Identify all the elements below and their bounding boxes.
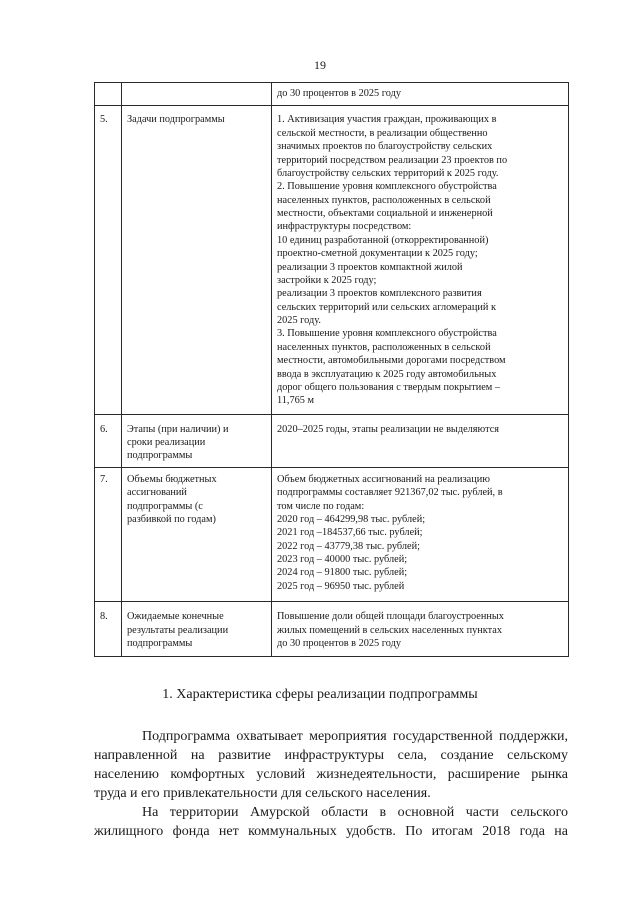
cell-text-line: дорог общего пользования с твердым покрытием – xyxy=(277,381,501,393)
cell-text-line: Повышение доли общей площади благоустроенных xyxy=(277,611,504,623)
cell-text-line: 2022 год – 43779,38 тыс. рублей; xyxy=(277,540,420,552)
cell-text-line: 2023 год – 40000 тыс. рублей; xyxy=(277,554,408,565)
body-paragraph xyxy=(94,727,568,803)
cell-text-line: сроки реализации xyxy=(127,437,206,448)
table-row-expected-results xyxy=(95,602,569,657)
cell-text-line: территорий посредством реализации 23 проектов по xyxy=(277,154,508,166)
row-number-cell xyxy=(95,83,122,106)
row-number-cell: 6. xyxy=(95,414,122,467)
cell-text-line: 2. Повышение уровня комплексного обустройства xyxy=(277,181,497,193)
row-name-cell xyxy=(122,414,272,467)
row-name-cell xyxy=(122,106,272,414)
row-name-cell xyxy=(122,83,272,106)
cell-text-line: ввода в эксплуатацию к 2025 году автомобильных xyxy=(277,368,497,380)
paragraph-line: труда и его привлекательности для сельского населения. xyxy=(94,786,431,801)
table-row-tasks xyxy=(95,106,569,414)
cell-text-line: ассигнований xyxy=(127,487,187,499)
cell-text-line: 2025 год – 96950 тыс. рублей xyxy=(277,580,405,592)
cell-text-line: проектно-сметной документации к 2025 году; xyxy=(277,248,478,260)
cell-text-line: населенных пунктов, расположенных в сельской xyxy=(277,341,491,353)
cell-text-line: 2021 год –184537,66 тыс. рублей; xyxy=(277,527,423,539)
cell-text-line: 3. Повышение уровня комплексного обустройства xyxy=(277,328,497,340)
section-heading: 1. Характеристика сферы реализации подпрограммы xyxy=(162,687,478,702)
cell-text-line: до 30 процентов в 2025 году xyxy=(277,637,401,649)
row-name-cell xyxy=(122,467,272,601)
cell-text-line: реализации 3 проектов комплексного развития xyxy=(277,288,482,300)
cell-text-line: том числе по годам: xyxy=(277,500,365,512)
cell-text-line: подпрограммы (с xyxy=(127,500,203,512)
cell-text-line: инфраструктуры посредством: xyxy=(277,221,412,233)
cell-text-line: Этапы (при наличии) и xyxy=(127,423,229,435)
cell-text-line: Объем бюджетных ассигнований на реализацию xyxy=(277,473,490,485)
cell-text-line: Ожидаемые конечные xyxy=(127,611,224,623)
cell-text-line: подпрограммы xyxy=(127,637,193,649)
cell-text-line: разбивкой по годам) xyxy=(127,513,216,525)
cell-text-line: Задачи подпрограммы xyxy=(127,114,225,126)
paragraph-line: Подпрограмма охватывает мероприятия государственной поддержки, xyxy=(142,729,568,744)
cell-text-line: подпрограммы составляет 921367,02 тыс. рублей, в xyxy=(277,487,503,499)
cell-text-line: застройки к 2025 году; xyxy=(277,274,377,286)
page-number: 19 xyxy=(314,58,326,72)
subprogram-passport-table xyxy=(94,82,569,657)
cell-text-line: местности, объектами социальной и инженерной xyxy=(277,208,493,219)
body-paragraph xyxy=(94,803,568,841)
cell-text-line: 10 единиц разработанной (откорректированной) xyxy=(277,234,489,246)
cell-text-line: населенных пунктов, расположенных в сельской xyxy=(277,194,491,206)
row-number-cell: 5. xyxy=(95,106,122,414)
paragraph-line: населению комфортных условий жизнедеятельности, расширение рынка xyxy=(94,767,568,782)
cell-text-line: значимых проектов по благоустройству сельских xyxy=(277,141,493,153)
cell-text-line: результаты реализации xyxy=(127,624,229,636)
cell-text-line: реализации 3 проектов компактной жилой xyxy=(277,261,463,273)
row-name-cell xyxy=(122,602,272,657)
cell-text-line: 2024 год – 91800 тыс. рублей; xyxy=(277,567,408,579)
cell-text-line: жилых помещений в сельских населенных пунктах xyxy=(277,624,502,636)
cell-text-line: подпрограммы xyxy=(127,450,193,462)
row-text-cell xyxy=(272,83,569,106)
cell-text-line: 11,765 м xyxy=(277,395,315,407)
cell-text-line: 2025 году. xyxy=(277,315,321,326)
paragraph-line: жилищного фонда нет коммунальных удобств. По итогам 2018 года на xyxy=(94,824,568,839)
cell-text-line: местности, автомобильными дорогами посредством xyxy=(277,355,506,367)
row-text-cell xyxy=(272,414,569,467)
table-row-stages xyxy=(95,414,569,467)
cell-text-line: 2020 год – 464299,98 тыс. рублей; xyxy=(277,513,426,525)
paragraph-line: направленной на развитие инфраструктуры села, создание сельскому xyxy=(94,748,568,763)
cell-text-line: до 30 процентов в 2025 году xyxy=(277,88,401,99)
table-row-continued xyxy=(95,83,569,106)
cell-text-line: 2020–2025 годы, этапы реализации не выделяются xyxy=(277,423,500,435)
row-text-cell xyxy=(272,602,569,657)
cell-text-line: Объемы бюджетных xyxy=(127,473,217,485)
cell-text-line: сельских территорий или сельских агломераций к xyxy=(277,301,496,313)
table-row-budget xyxy=(95,467,569,601)
cell-text-line: 1. Активизация участия граждан, проживающих в xyxy=(277,114,497,126)
row-number-cell: 7. xyxy=(95,467,122,601)
cell-text-line: сельской местности, в реализации общественно xyxy=(277,127,488,139)
row-number-cell: 8. xyxy=(95,602,122,657)
cell-text-line: благоустройству сельских территорий к 2025 году. xyxy=(277,167,499,179)
paragraph-line: На территории Амурской области в основной части сельского xyxy=(142,805,568,820)
row-text-cell xyxy=(272,106,569,414)
row-text-cell xyxy=(272,467,569,601)
